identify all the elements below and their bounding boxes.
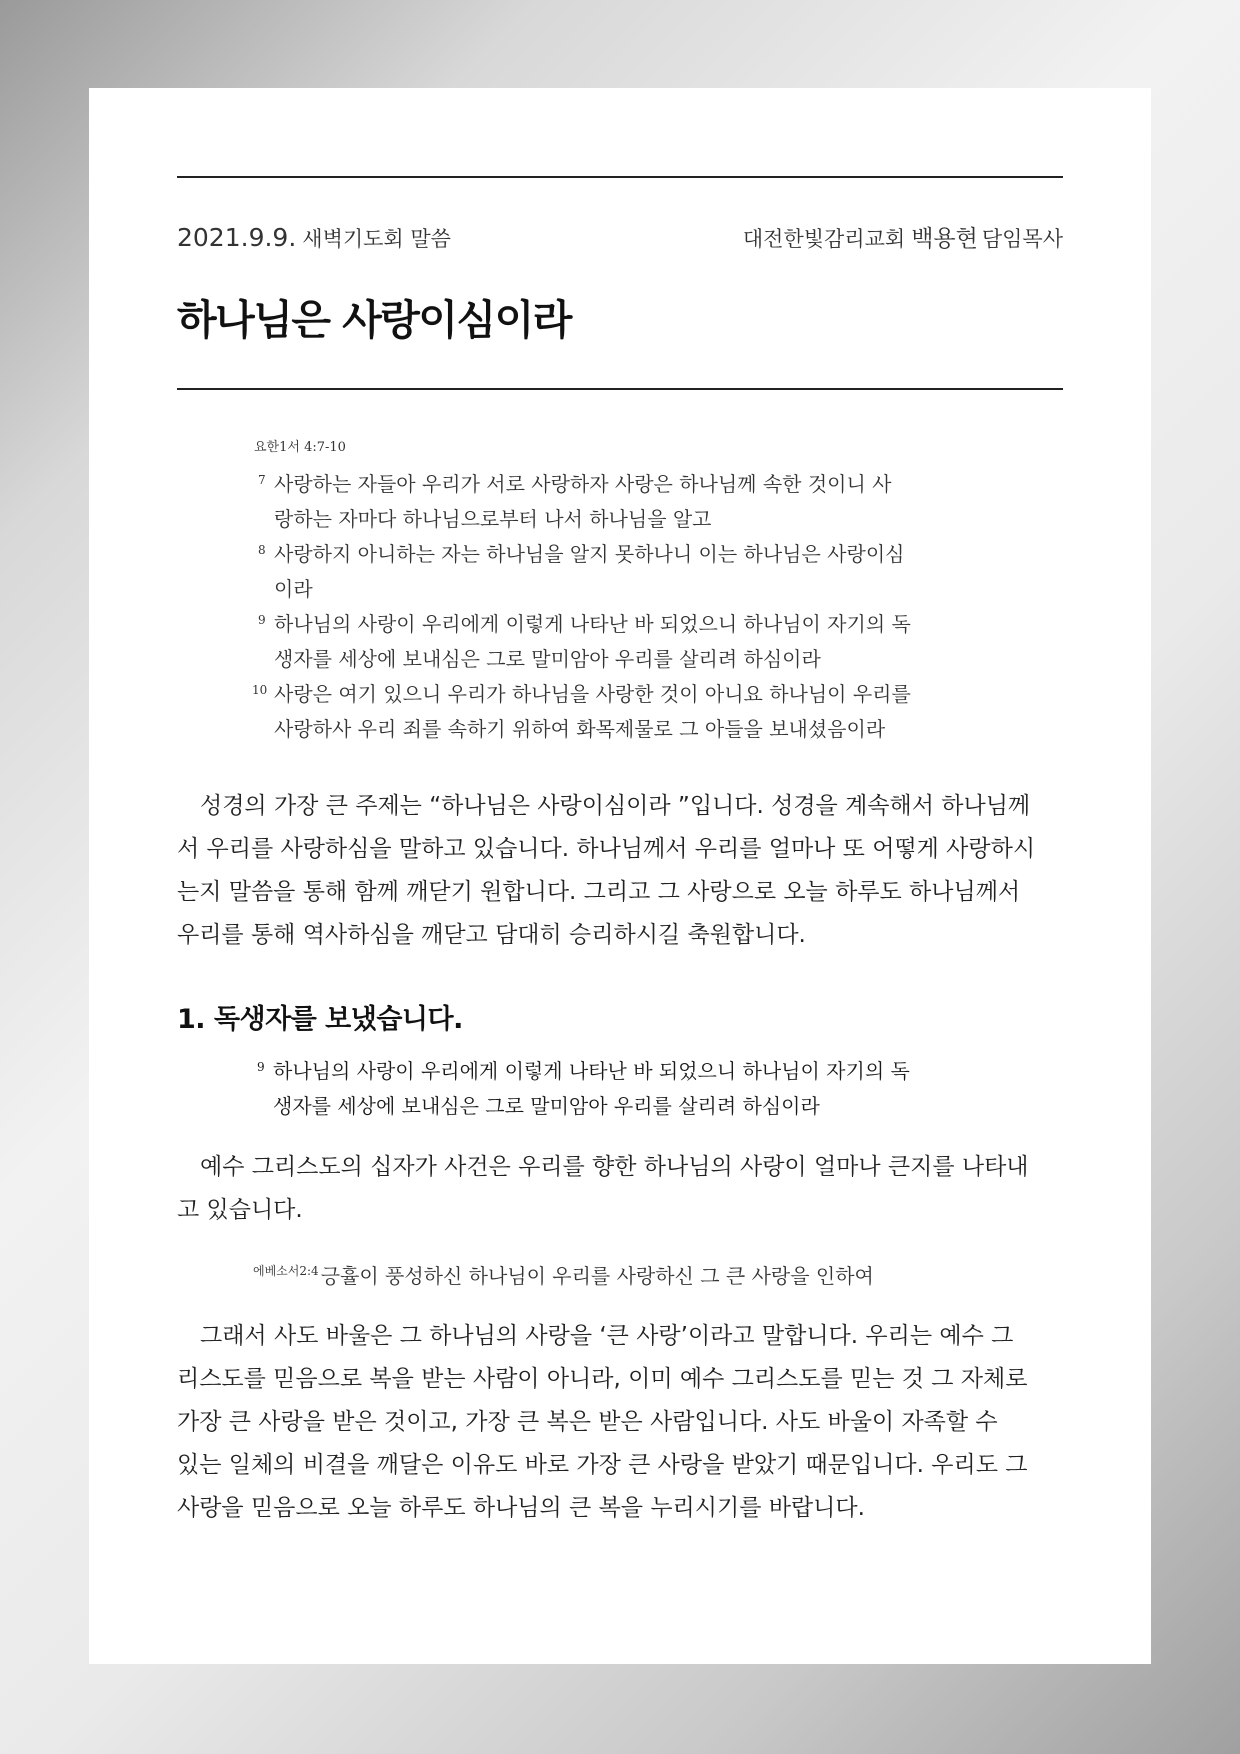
ephesians-text: 긍휼이 풍성하신 하나님이 우리를 사랑하신 그 큰 사랑을 인하여 [320, 1264, 874, 1288]
verse-number: 9 [257, 1060, 265, 1074]
paragraph-line: 성경의 가장 큰 주제는 “하나님은 사랑이심이라 ”입니다. 성경을 계속해서 하나님께 [177, 793, 1031, 819]
header-left [177, 223, 451, 253]
verse-line: 사랑하사 우리 죄를 속하기 위하여 화목제물로 그 아들을 보내셨음이라 [274, 717, 886, 741]
paragraph-line: 사랑을 믿음으로 오늘 하루도 하나님의 큰 복을 누리시기를 바랍니다. [177, 1495, 865, 1521]
verse-9-repeat [253, 1054, 963, 1124]
great-love-paragraph [177, 1315, 1063, 1530]
section-verse-9 [253, 1054, 1063, 1124]
sermon-date: 2021.9.9. [177, 223, 297, 252]
intro-paragraph [177, 785, 1063, 957]
paragraph-line: 예수 그리스도의 십자가 사건은 우리를 향한 하나님의 사랑이 얼마나 큰지를 나타내 [177, 1154, 1029, 1180]
verse-line: 이라 [274, 577, 313, 601]
ephesians-reference: 에베소서2:4 [253, 1264, 319, 1279]
document-page [89, 88, 1151, 1664]
verse-8 [254, 537, 964, 607]
service-label: 새벽기도회 말씀 [302, 227, 451, 251]
verse-number: 7 [258, 473, 266, 487]
paragraph-line: 는지 말씀을 통해 함께 깨닫기 원합니다. 그리고 그 사랑으로 오늘 하루도 하나님께서 [177, 879, 1021, 905]
paragraph-line: 그래서 사도 바울은 그 하나님의 사랑을 ‘큰 사랑’이라고 말합니다. 우리는 예수 그 [177, 1323, 1014, 1349]
verse-number: 8 [258, 543, 266, 557]
paragraph-line: 서 우리를 사랑하심을 말하고 있습니다. 하나님께서 우리를 얼마나 또 어떻게 사랑하시 [177, 836, 1036, 862]
title-rule [177, 388, 1063, 390]
verse-10 [254, 677, 964, 747]
verse-line: 생자를 세상에 보내심은 그로 말미암아 우리를 살리려 하심이라 [273, 1094, 820, 1118]
scripture-reference: 요한1서 4:7-10 [254, 440, 346, 455]
header-right [743, 220, 1063, 253]
church-name: 대전한빛감리교회 [742, 227, 906, 251]
pastor-role: 담임목사 [981, 227, 1063, 251]
paragraph-line: 고 있습니다. [177, 1197, 303, 1223]
verse-line: 하나님의 사랑이 우리에게 이렇게 나타난 바 되었으니 하나님이 자기의 독 [273, 1059, 910, 1083]
page-content [177, 176, 1063, 1530]
paragraph-line: 있는 일체의 비결을 깨달은 이유도 바로 가장 큰 사랑을 받았기 때문입니다. 우리도 그 [177, 1452, 1028, 1478]
verse-line: 사랑하는 자들아 우리가 서로 사랑하자 사랑은 하나님께 속한 것이니 사 [274, 472, 892, 496]
verse-line: 사랑은 여기 있으니 우리가 하나님을 사랑한 것이 아니요 하나님이 우리를 [274, 682, 911, 706]
cross-paragraph [177, 1146, 1063, 1232]
verse-line: 생자를 세상에 보내심은 그로 말미암아 우리를 살리려 하심이라 [274, 647, 821, 671]
paragraph-line: 우리를 통해 역사하심을 깨닫고 담대히 승리하시길 축원합니다. [177, 922, 806, 948]
verse-line: 랑하는 자마다 하나님으로부터 나서 하나님을 알고 [274, 507, 712, 531]
paragraph-line: 가장 큰 사랑을 받은 것이고, 가장 큰 복은 받은 사람입니다. 사도 바울이 자족할 수 [177, 1409, 998, 1435]
verse-9 [254, 607, 964, 677]
top-rule [177, 176, 1063, 178]
pastor-name: 백용현 [911, 226, 978, 252]
ephesians-quote [253, 1260, 1063, 1289]
verse-line: 사랑하지 아니하는 자는 하나님을 알지 못하나니 이는 하나님은 사랑이심 [274, 542, 905, 566]
section-heading-1: 1. 독생자를 보냈습니다. [177, 1004, 463, 1035]
sermon-title: 하나님은 사랑이심이라 [177, 296, 571, 344]
verse-7 [254, 467, 964, 537]
verse-number: 9 [258, 613, 266, 627]
paragraph-line: 리스도를 믿음으로 복을 받는 사람이 아니라, 이미 예수 그리스도를 믿는 것 그 자체로 [177, 1366, 1028, 1392]
scripture-passage [254, 436, 1063, 747]
verse-number: 10 [252, 683, 268, 697]
verse-line: 하나님의 사랑이 우리에게 이렇게 나타난 바 되었으니 하나님이 자기의 독 [274, 612, 911, 636]
sermon-header [177, 220, 1063, 253]
